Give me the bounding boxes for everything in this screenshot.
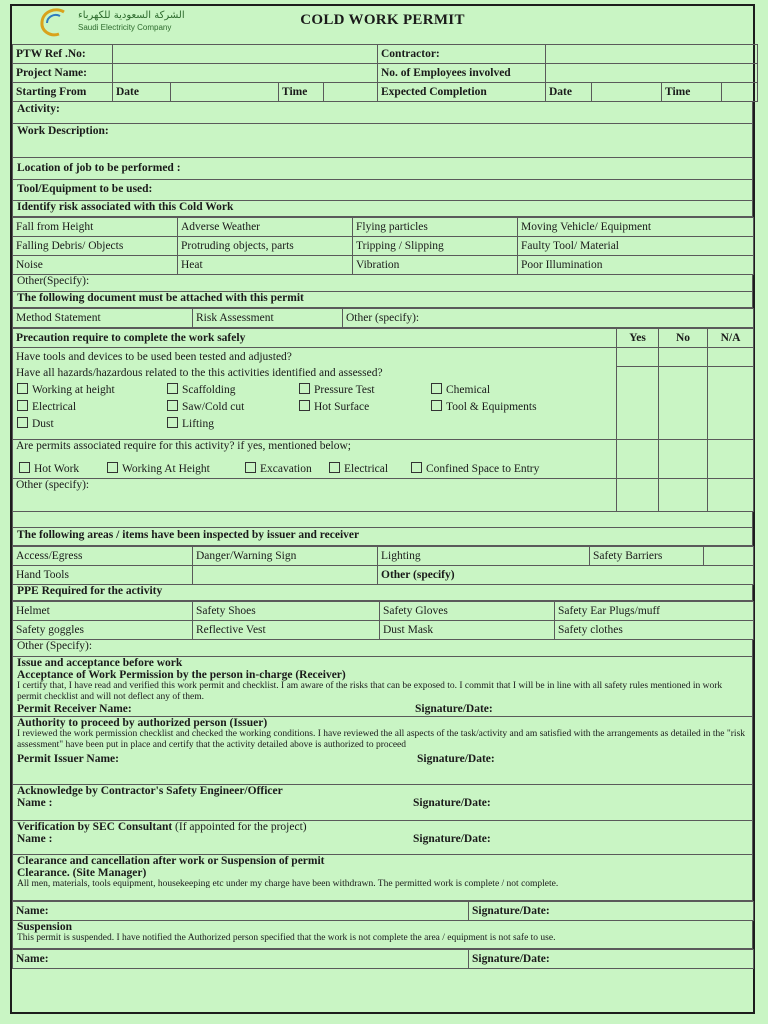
safety-engineer-section xyxy=(12,785,753,821)
verification-note: (If appointed for the project) xyxy=(175,820,307,833)
start-time-field[interactable] xyxy=(324,83,378,102)
inspected-table xyxy=(12,546,754,585)
other-yes[interactable] xyxy=(617,478,659,511)
doc-risk-assessment[interactable]: Risk Assessment xyxy=(193,309,343,328)
permit-confined-space[interactable]: Confined Space to Entry xyxy=(411,462,539,475)
q3-na[interactable] xyxy=(708,439,754,478)
risk-other-field[interactable]: Other(Specify): xyxy=(12,275,753,292)
permit-info-table xyxy=(12,44,758,102)
hazard-electrical[interactable]: Electrical xyxy=(17,400,76,413)
ppe-item[interactable]: Safety goggles xyxy=(13,620,193,639)
inspected-item[interactable]: Danger/Warning Sign xyxy=(193,546,378,565)
clearance-signature-field[interactable]: Signature/Date: xyxy=(469,901,754,920)
q3-no[interactable] xyxy=(659,439,708,478)
documents-heading: The following document must be attached with this permit xyxy=(12,292,753,308)
inspected-blank[interactable] xyxy=(704,546,754,565)
spacer-row xyxy=(12,512,753,528)
clearance-name-field[interactable]: Name: xyxy=(13,901,469,920)
suspension-sign-table xyxy=(12,949,754,969)
suspension-section xyxy=(12,921,753,949)
suspension-text: This permit is suspended. I have notified the Authorized person specified that the work is not complete the area / equipment is not safe to use. xyxy=(17,932,556,943)
verification-signature-label[interactable]: Signature/Date: xyxy=(413,832,491,845)
start-time-label: Time xyxy=(279,83,324,102)
end-date-label: Date xyxy=(546,83,592,102)
yes-header: Yes xyxy=(617,329,659,348)
risk-item[interactable]: Falling Debris/ Objects xyxy=(13,237,178,256)
suspension-heading: Suspension xyxy=(17,920,72,933)
issuer-section xyxy=(12,717,753,785)
risk-item[interactable]: Faulty Tool/ Material xyxy=(518,237,754,256)
permit-electrical[interactable]: Electrical xyxy=(329,462,388,475)
form-header xyxy=(12,6,753,44)
num-employees-field[interactable] xyxy=(546,64,758,83)
ack-heading: Acknowledge by Contractor's Safety Engineer/Officer xyxy=(17,784,283,797)
permit-excavation[interactable]: Excavation xyxy=(245,462,312,475)
cold-work-permit-form xyxy=(10,4,755,1014)
risk-item[interactable]: Heat xyxy=(178,256,353,275)
q3-yes[interactable] xyxy=(617,439,659,478)
hazard-row xyxy=(13,381,616,398)
logo-arabic-text: الشركة السعودية للكهرباء xyxy=(78,10,185,21)
inspected-item[interactable]: Safety Barriers xyxy=(590,546,704,565)
contractor-label: Contractor: xyxy=(378,45,546,64)
hazard-tool-equipment[interactable]: Tool & Equipments xyxy=(431,400,537,413)
risk-item[interactable]: Poor Illumination xyxy=(518,256,754,275)
risk-heading: Identify risk associated with this Cold Work xyxy=(12,201,753,217)
project-name-label: Project Name: xyxy=(13,64,113,83)
expected-completion-label: Expected Completion xyxy=(378,83,546,102)
risk-table xyxy=(12,217,754,275)
ppe-table xyxy=(12,601,754,640)
q1-no[interactable] xyxy=(659,348,708,367)
documents-table xyxy=(12,308,754,328)
precaution-other[interactable]: Other (specify): xyxy=(13,478,617,511)
hazard-chemical[interactable]: Chemical xyxy=(431,383,490,396)
inspected-item[interactable]: Hand Tools xyxy=(13,565,193,584)
precaution-q3: Are permits associated require for this activity? if yes, mentioned below; xyxy=(16,439,351,452)
hazard-dust[interactable]: Dust xyxy=(17,417,54,430)
inspected-heading: The following areas / items have been inspected by issuer and receiver xyxy=(12,528,753,546)
ack-signature-label[interactable]: Signature/Date: xyxy=(413,796,491,809)
end-time-label: Time xyxy=(662,83,722,102)
issue-heading: Issue and acceptance before work xyxy=(17,656,183,669)
consultant-section xyxy=(12,821,753,855)
permit-row xyxy=(13,460,616,477)
inspected-other[interactable]: Other (specify) xyxy=(378,565,754,584)
activity-field[interactable]: Activity: xyxy=(12,102,753,124)
ppe-other-field[interactable]: Other (Specify): xyxy=(12,640,753,657)
other-no[interactable] xyxy=(659,478,708,511)
clearance-heading: Clearance and cancellation after work or Suspension of permit xyxy=(17,854,325,867)
ppe-item[interactable]: Safety Shoes xyxy=(193,601,380,620)
hazard-row xyxy=(13,415,616,432)
start-date-label: Date xyxy=(113,83,171,102)
permits-cell xyxy=(13,439,617,478)
doc-other[interactable]: Other (specify): xyxy=(343,309,754,328)
q2-na[interactable] xyxy=(708,367,754,440)
risk-item[interactable]: Adverse Weather xyxy=(178,218,353,237)
ppe-item[interactable]: Safety Gloves xyxy=(380,601,555,620)
q2-no[interactable] xyxy=(659,367,708,440)
hazard-working-height[interactable]: Working at height xyxy=(17,383,115,396)
risk-item[interactable]: Noise xyxy=(13,256,178,275)
precaution-table xyxy=(12,328,754,512)
location-field[interactable]: Location of job to be performed : xyxy=(12,158,753,180)
q1-na[interactable] xyxy=(708,348,754,367)
end-time-field[interactable] xyxy=(722,83,758,102)
contractor-field[interactable] xyxy=(546,45,758,64)
precaution-heading: Precaution require to complete the work safely xyxy=(13,329,617,348)
clearance-sign-table xyxy=(12,901,754,921)
clearance-section xyxy=(12,855,753,901)
doc-method-statement[interactable]: Method Statement xyxy=(13,309,193,328)
suspension-name-field[interactable]: Name: xyxy=(13,949,469,968)
receiver-signature-label[interactable]: Signature/Date: xyxy=(415,702,493,715)
work-description-field[interactable]: Work Description: xyxy=(12,124,753,158)
permit-working-at-height[interactable]: Working At Height xyxy=(107,462,210,475)
precaution-q1: Have tools and devices to be used been tested and adjusted? xyxy=(13,348,617,367)
ppe-item[interactable]: Safety Ear Plugs/muff xyxy=(555,601,754,620)
risk-item[interactable]: Vibration xyxy=(353,256,518,275)
verification-name-label[interactable]: Name : xyxy=(17,832,53,845)
authority-heading: Authority to proceed by authorized person (Issuer) xyxy=(17,716,268,729)
ppe-item[interactable]: Reflective Vest xyxy=(193,620,380,639)
receiver-name-label[interactable]: Permit Receiver Name: xyxy=(17,702,132,715)
project-name-field[interactable] xyxy=(113,64,378,83)
suspension-signature-field[interactable]: Signature/Date: xyxy=(469,949,754,968)
ppe-item[interactable]: Safety clothes xyxy=(555,620,754,639)
acceptance-heading: Acceptance of Work Permission by the person in-charge (Receiver) xyxy=(17,668,346,681)
na-header: N/A xyxy=(708,329,754,348)
logo-english-text: Saudi Electricity Company xyxy=(78,23,172,32)
q1-yes[interactable] xyxy=(617,348,659,367)
hazard-hot-surface[interactable]: Hot Surface xyxy=(299,400,369,413)
verification-heading: Verification by SEC Consultant xyxy=(17,820,173,833)
risk-item[interactable]: Fall from Height xyxy=(13,218,178,237)
starting-from-label: Starting From xyxy=(13,83,113,102)
ptw-ref-label: PTW Ref .No: xyxy=(13,45,113,64)
inspected-item[interactable]: Access/Egress xyxy=(13,546,193,565)
other-na[interactable] xyxy=(708,478,754,511)
risk-item[interactable]: Protruding objects, parts xyxy=(178,237,353,256)
ppe-item[interactable]: Dust Mask xyxy=(380,620,555,639)
risk-item[interactable]: Tripping / Slipping xyxy=(353,237,518,256)
ptw-ref-field[interactable] xyxy=(113,45,378,64)
inspected-item[interactable]: Lighting xyxy=(378,546,590,565)
risk-item[interactable]: Moving Vehicle/ Equipment xyxy=(518,218,754,237)
hazard-lifting[interactable]: Lifting xyxy=(167,417,214,430)
hazard-pressure-test[interactable]: Pressure Test xyxy=(299,383,375,396)
receiver-section xyxy=(12,657,753,717)
hazards-cell xyxy=(13,367,617,440)
authority-text: I reviewed the work permission checklist and checked the working conditions. I have reviewed the all aspects of the task/activity and am satisfied with the arrangements as detailed in the "risk assessment" have been put in place and certify that the activity detailed above is authorized to proceed xyxy=(17,728,746,750)
hazard-row xyxy=(13,398,616,415)
hazard-scaffolding[interactable]: Scaffolding xyxy=(167,383,235,396)
clearance-text: All men, materials, tools equipment, housekeeping etc under my charge have been withdrawn. The permitted work is complete / not complete. xyxy=(17,878,559,889)
permit-hot-work[interactable]: Hot Work xyxy=(19,462,79,475)
precaution-q2: Have all hazards/hazardous related to the this activities identified and assessed? xyxy=(16,366,383,379)
ppe-item[interactable]: Helmet xyxy=(13,601,193,620)
issuer-name-label[interactable]: Permit Issuer Name: xyxy=(17,752,119,765)
ppe-heading: PPE Required for the activity xyxy=(12,585,753,601)
q2-yes[interactable] xyxy=(617,367,659,440)
hazard-saw-cold-cut[interactable]: Saw/Cold cut xyxy=(167,400,244,413)
page-title: COLD WORK PERMIT xyxy=(300,12,465,28)
end-date-field[interactable] xyxy=(592,83,662,102)
risk-item[interactable]: Flying particles xyxy=(353,218,518,237)
issuer-signature-label[interactable]: Signature/Date: xyxy=(417,752,495,765)
acceptance-text: I certify that, I have read and verified this work permit and checklist. I am aware of the risks that can be exposed to. I commit that I will be in line with all safety rules mentioned in work permit checklist and will not deflect any of them. xyxy=(17,680,723,702)
tools-field[interactable]: Tool/Equipment to be used: xyxy=(12,180,753,201)
num-employees-label: No. of Employees involved xyxy=(378,64,546,83)
ack-name-label[interactable]: Name : xyxy=(17,796,53,809)
no-header: No xyxy=(659,329,708,348)
start-date-field[interactable] xyxy=(171,83,279,102)
clearance-sub: Clearance. (Site Manager) xyxy=(17,866,147,879)
inspected-blank[interactable] xyxy=(193,565,378,584)
